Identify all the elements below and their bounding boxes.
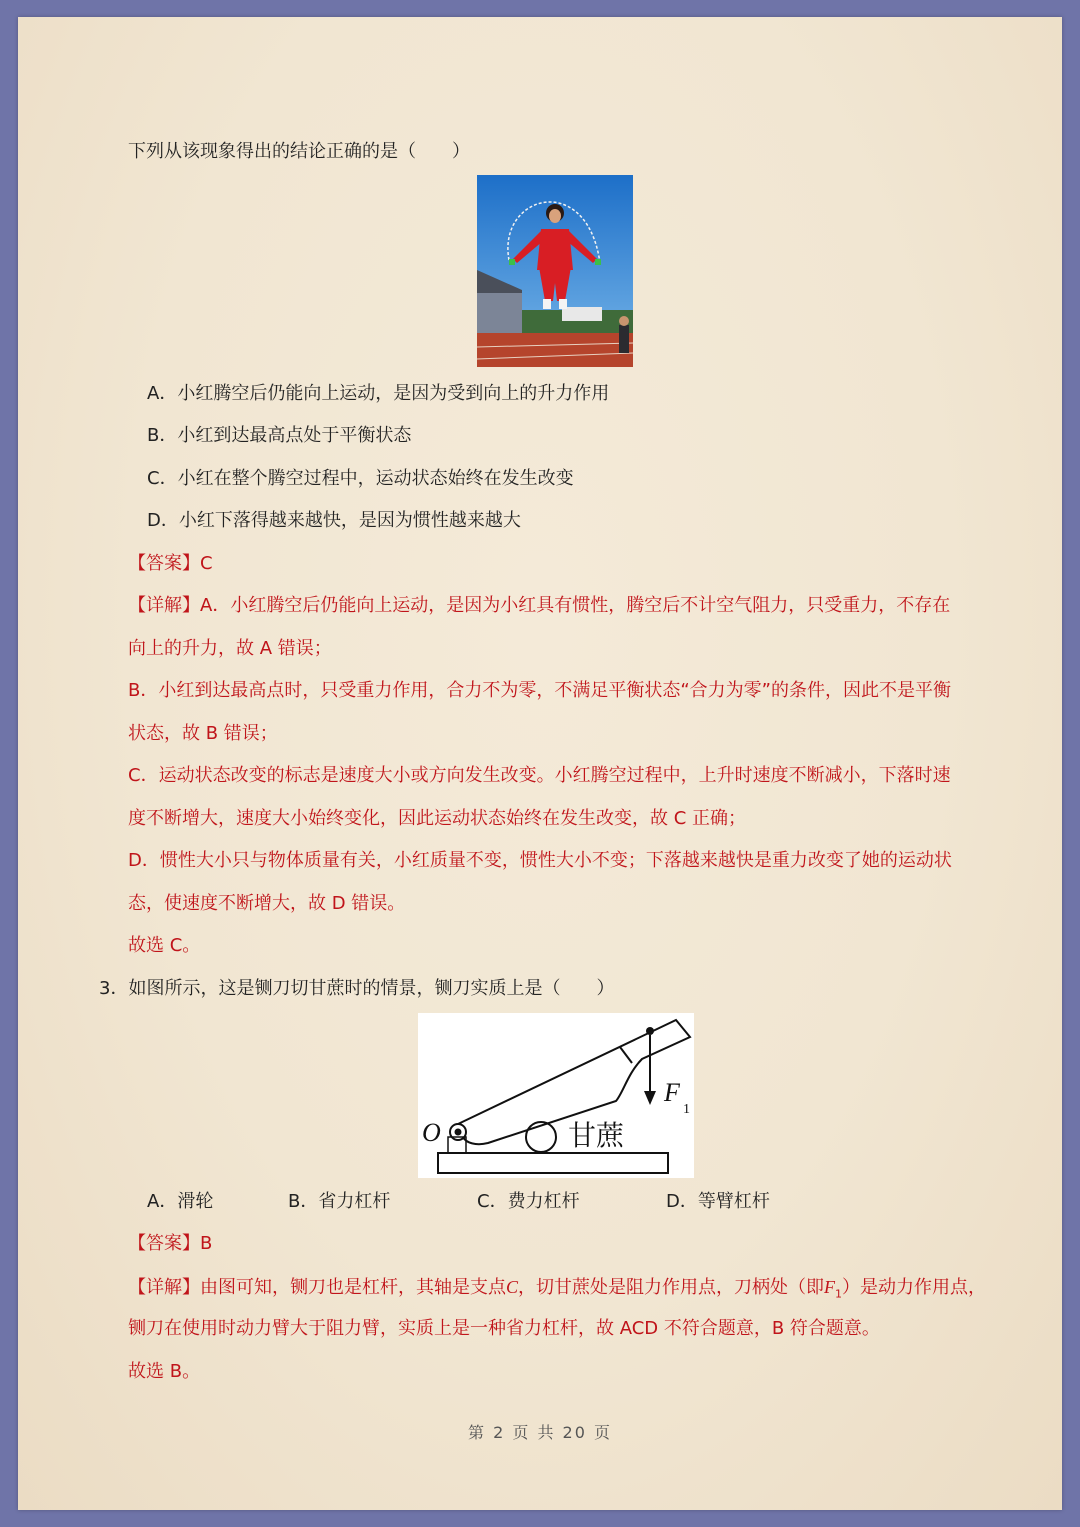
label-o: O: [422, 1118, 441, 1147]
answer-value: B: [200, 1233, 213, 1254]
detail-label: 【详解】: [128, 595, 200, 616]
detail-line: 向上的升力，故 A 错误；: [128, 638, 332, 659]
answer-line: [128, 552, 213, 576]
q3-option-a: A．滑轮: [147, 1191, 214, 1212]
detail-line: B．小红到达最高点时，只受重力作用，合力不为零，不满足平衡状态“合力为零”的条件，因此不是平衡: [128, 680, 951, 701]
q3-option-c: C．费力杠杆: [477, 1191, 580, 1212]
detail-line: D．惯性大小只与物体质量有关，小红质量不变，惯性大小不变；下落越来越快是重力改变了她的运动状: [128, 850, 952, 871]
page-footer: 第 2 页 共 20 页: [468, 1423, 612, 1442]
detail-symbol-f-subscript: 1: [835, 1287, 843, 1301]
detail-label: 【详解】: [128, 1277, 200, 1298]
label-sugarcane: 甘蔗: [568, 1119, 625, 1152]
answer-label: 【答案】: [128, 1233, 200, 1254]
detail-line: C．运动状态改变的标志是速度大小或方向发生改变。小红腾空过程中，上升时速度不断减小，下落时速: [128, 765, 951, 786]
label-f1-subscript: 1: [683, 1102, 690, 1117]
girl-jumping-rope-photo: [477, 175, 633, 367]
detail-text: ，切甘蔗处是阻力作用点，刀柄处（即: [518, 1277, 825, 1298]
detail-text: 由图可知，铡刀也是杠杆，其轴是支点: [200, 1277, 506, 1298]
q3-option-d: D．等臂杠杆: [666, 1191, 770, 1212]
option-c: C．小红在整个腾空过程中，运动状态始终在发生改变: [147, 468, 574, 489]
detail-line: [128, 594, 950, 618]
detail-line: 态，使速度不断增大，故 D 错误。: [128, 893, 406, 914]
option-b: B．小红到达最高点处于平衡状态: [147, 425, 412, 446]
q3-conclusion-line: 故选 B。: [128, 1361, 201, 1382]
q3-detail-line: [128, 1275, 986, 1307]
detail-line: 度不断增大，速度大小始终变化，因此运动状态始终在发生改变，故 C 正确；: [128, 808, 747, 829]
detail-symbol-f: F: [824, 1277, 836, 1297]
q3-option-b: B．省力杠杆: [288, 1191, 391, 1212]
lever-cutter-diagram: [418, 1013, 694, 1178]
answer-value: C: [200, 553, 213, 574]
q3-detail-line: 铡刀在使用时动力臂大于阻力臂，实质上是一种省力杠杆，故 ACD 不符合题意，B 符合题意。: [128, 1318, 880, 1339]
question-3-stem: 3．如图所示，这是铡刀切甘蔗时的情景，铡刀实质上是（ ）: [99, 978, 615, 999]
question-stem: 下列从该现象得出的结论正确的是（ ）: [128, 141, 470, 162]
option-d: D．小红下落得越来越快，是因为惯性越来越大: [147, 510, 521, 531]
answer-label: 【答案】: [128, 553, 200, 574]
detail-symbol-c: C: [506, 1277, 519, 1297]
detail-text: ）是动力作用点，: [842, 1277, 987, 1298]
option-a: A．小红腾空后仍能向上运动，是因为受到向上的升力作用: [147, 383, 610, 404]
detail-text: A．小红腾空后仍能向上运动，是因为小红具有惯性，腾空后不计空气阻力，只受重力，不存在: [200, 595, 951, 616]
detail-line: 状态，故 B 错误；: [128, 723, 278, 744]
conclusion-line: 故选 C。: [128, 935, 201, 956]
q3-answer-line: [128, 1232, 212, 1256]
label-f1: F: [664, 1078, 680, 1107]
